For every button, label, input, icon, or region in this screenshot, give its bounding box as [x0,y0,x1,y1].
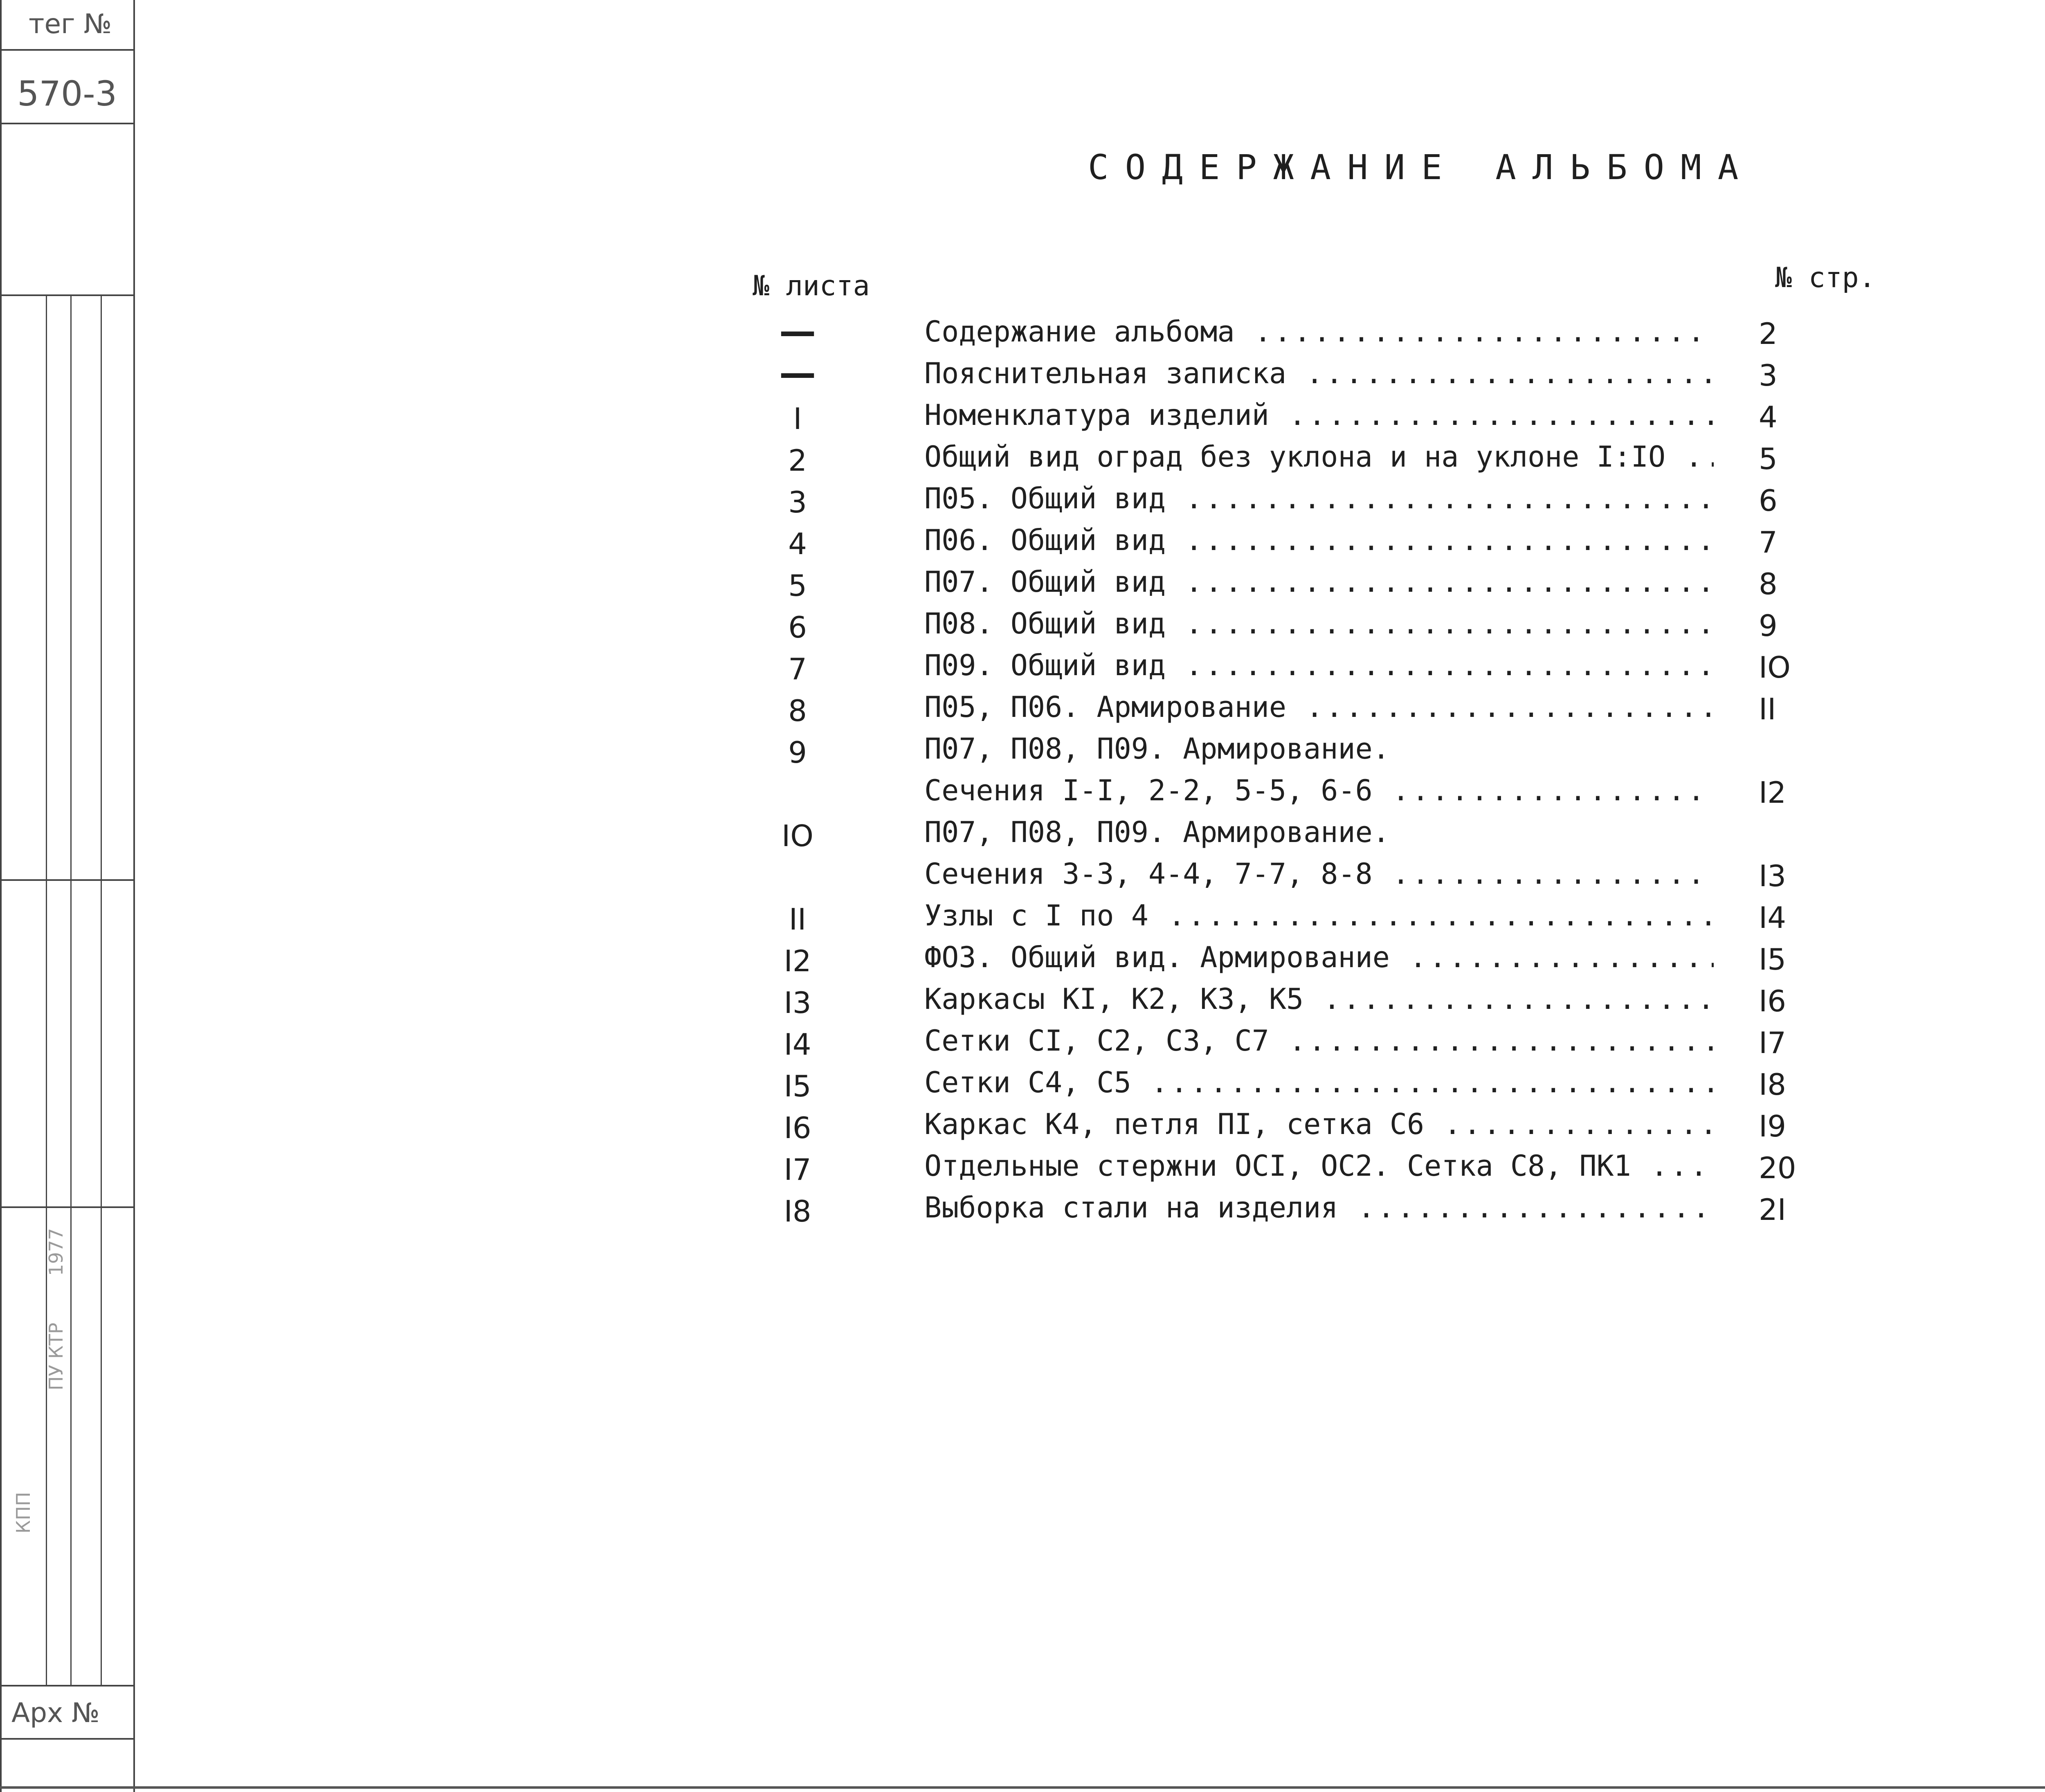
entry-title: П08. Общий вид ..... [924,607,1714,640]
page-number: I7 [1759,1026,1787,1060]
list-item [744,774,1971,815]
sheet-number: — [779,352,816,395]
page-number: 2 [1759,317,1778,351]
entry-title: Сетки С4, С5 ..... [924,1066,1714,1099]
strip-column-line [46,294,47,1685]
page-number: 3 [1759,358,1778,393]
entry-title: Пояснительная записка ..... [924,357,1714,390]
entry-title: П07, П08, П09. Армирование. [924,732,1390,766]
entry-title: Сетки СI, С2, С3, С7 ..... [924,1024,1714,1058]
stamp-top-label: тег № [29,8,112,40]
entry-title: П07. Общий вид ..... [924,565,1714,599]
list-item [744,1107,1971,1149]
stamp-vertical-note: ПУ КТР [45,1323,67,1390]
strip-border-right [133,0,135,1792]
page-bottom-border [0,1786,2045,1789]
sheet-number: 4 [788,527,807,561]
list-item [744,352,1971,398]
list-item [744,941,1971,982]
page-number: I3 [1759,859,1787,893]
page-number: I2 [1759,775,1787,810]
list-item [744,1066,1971,1107]
contents-list [744,310,1971,1233]
entry-title: Общий вид оград без уклона и на уклоне I:IO ..... [924,440,1714,474]
page-number: II [1759,692,1776,726]
list-item [744,1191,1971,1233]
sheet-number: I2 [784,944,811,978]
entry-title: Узлы с I по 4 ..... [924,899,1714,932]
page-number: I6 [1759,984,1787,1018]
strip-row-line [0,123,135,124]
page-number: 9 [1759,609,1778,643]
sheet-number: 9 [788,735,807,770]
sheet-number: 6 [788,610,807,644]
sheet-number: 2 [788,443,807,478]
page-number: 8 [1759,567,1778,601]
entry-title: Сечения I-I, 2-2, 5-5, 6-6 ..... [924,774,1714,807]
entry-title: П09. Общий вид ..... [924,649,1714,682]
strip-row-line [0,49,135,51]
column-heading-sheet: № листа [753,270,870,302]
entry-title: П07, П08, П09. Армирование. [924,815,1390,849]
list-item [744,982,1971,1024]
list-item [744,440,1971,482]
sheet-number: I [793,402,802,436]
sheet-number: I5 [784,1069,811,1103]
entry-title: Каркасы КI, К2, К3, К5 ..... [924,982,1714,1016]
strip-row-line [0,879,135,881]
list-item [744,732,1971,774]
strip-row-line [0,1685,135,1686]
list-item [744,899,1971,941]
stamp-vertical-note: 1977 [45,1228,67,1276]
sheet-number: 7 [788,652,807,686]
sheet-number: I4 [784,1027,811,1062]
sheet-number: 8 [788,694,807,728]
list-item [744,523,1971,565]
page-number: I5 [1759,942,1787,977]
page-number: 6 [1759,483,1778,518]
strip-border-left [0,0,2,1792]
page-number: I8 [1759,1067,1787,1102]
page-number: I4 [1759,900,1787,935]
page-number: 5 [1759,442,1778,476]
list-item [744,857,1971,899]
list-item [744,649,1971,690]
page-number: I9 [1759,1109,1787,1143]
document-title: СОДЕРЖАНИЕ АЛЬБОМА [1088,147,1755,187]
page-number: 4 [1759,400,1778,434]
sheet-number: 3 [788,485,807,519]
strip-column-line [70,294,72,1685]
strip-row-line [0,1206,135,1208]
list-item [744,690,1971,732]
list-item [744,398,1971,440]
stamp-strip [0,0,135,1792]
list-item [744,482,1971,523]
entry-title: П05. Общий вид ..... [924,482,1714,515]
sheet-number: — [779,310,816,353]
list-item [744,565,1971,607]
list-item [744,815,1971,857]
page-number: 2I [1759,1192,1787,1227]
page-number: IO [1759,650,1791,685]
list-item [744,1024,1971,1066]
entry-title: ФО3. Общий вид. Армирование ..... [924,941,1714,974]
strip-column-line [101,294,102,1685]
entry-title: Содержание альбома ..... [924,315,1714,348]
sheet-number: I6 [784,1111,811,1145]
sheet-number: IO [782,819,814,853]
sheet-number: II [789,902,807,936]
list-item [744,1149,1971,1191]
entry-title: Каркас К4, петля ПI, сетка С6 ..... [924,1107,1714,1141]
page-number: 7 [1759,525,1778,559]
entry-title: П06. Общий вид ..... [924,523,1714,557]
strip-row-line [0,294,135,296]
entry-title: Отдельные стержни ОСI, ОС2. Сетка С8, ПК1 ..... [924,1149,1714,1183]
strip-row-line [0,1738,135,1740]
sheet-number: I3 [784,986,811,1020]
stamp-doc-code: 570-3 [17,74,117,114]
sheet-number: I7 [784,1152,811,1187]
page-number: 20 [1759,1151,1796,1185]
entry-title: П05, П06. Армирование ..... [924,690,1714,724]
stamp-archive-label: Арх № [11,1697,100,1729]
sheet-number: 5 [788,568,807,603]
sheet-number: I8 [784,1194,811,1228]
entry-title: Сечения 3-3, 4-4, 7-7, 8-8 ..... [924,857,1714,891]
stamp-vertical-note: КПП [12,1492,34,1534]
list-item [744,310,1971,357]
entry-title: Номенклатура изделий ..... [924,398,1714,432]
list-item [744,607,1971,649]
column-heading-page: № стр. [1775,262,1876,294]
entry-title: Выборка стали на изделия ..... [924,1191,1714,1224]
